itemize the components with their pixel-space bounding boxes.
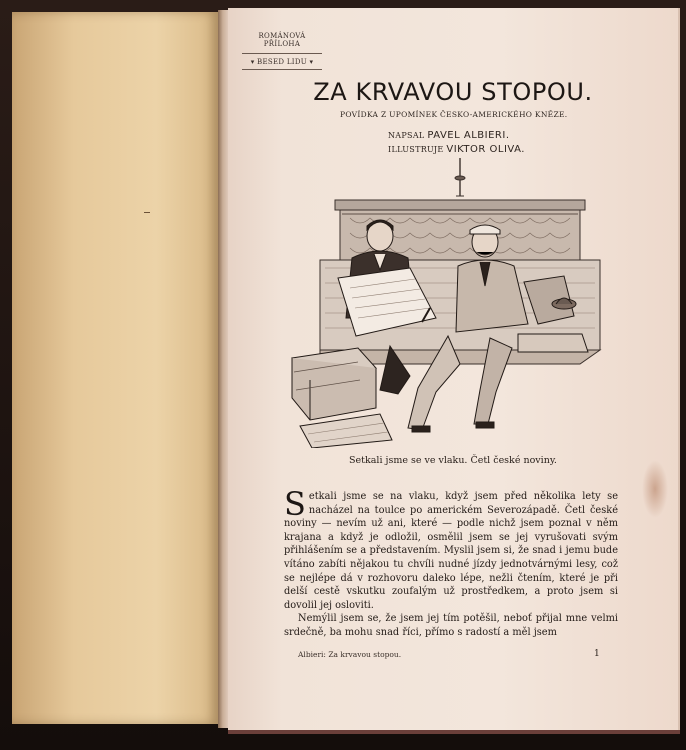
page-number: 1 xyxy=(594,649,600,659)
paragraph-1 xyxy=(284,485,618,612)
story-subtitle: POVÍDKA Z UPOMÍNEK ČESKO-AMERICKÉHO KNĚZE. xyxy=(340,110,568,119)
story-title: ZA KRVAVOU STOPOU. xyxy=(313,78,593,106)
illustrator-line xyxy=(388,144,525,155)
supplement-line2: ▾ BESED LIDU ▾ xyxy=(242,54,322,70)
right-page xyxy=(228,8,678,730)
paragraph-2: Nemýlil jsem se, že jsem jej tím potěšil, neboť přijal mne velmi srdečně, ba mohu snad říci, přímo s radostí a měl jsem xyxy=(284,613,618,638)
illustration-caption: Setkali jsme se ve vlaku. Četl české noviny. xyxy=(349,455,557,466)
drop-cap: S xyxy=(284,485,306,523)
paragraph-1-text: etkali jsme se na vlaku, když jsem před několika lety se nacházel na toulce po americkém Severozápadě. Četl české noviny — nevím už ani, které — podle nichž jsem poznal v něm krajana a když je odložil, osmělil jsem se jej vyrušovati svým přihlášením se a představením. Myslil jsem si, že snad i jemu bude vítáno zabíti nějakou tu chvíli nudné jízdy jednotvárnými lesy, což se nejlépe dá v rozhovoru daleko lépe, nežli čtením, které je při delší cestě vskutku zoufalým už prostředkem, a proto jsem si dovolil jej osloviti. xyxy=(284,491,618,611)
supplement-line1: ROMÁNOVÁ PŘÍLOHA xyxy=(242,32,322,54)
running-title: Albieri: Za krvavou stopou. xyxy=(298,650,402,659)
train-compartment-illustration xyxy=(280,158,620,448)
page-mark xyxy=(144,212,150,213)
supplement-header xyxy=(242,32,322,70)
author-prefix: NAPSAL xyxy=(388,131,425,140)
left-page-blank xyxy=(12,12,218,724)
illustrator-prefix: ILLUSTRUJE xyxy=(388,145,444,154)
page-stain xyxy=(642,460,668,518)
illustrator-name: VIKTOR OLIVA. xyxy=(446,144,525,155)
story-body xyxy=(284,485,618,640)
author-name: PAVEL ALBIERI. xyxy=(427,130,510,141)
author-line xyxy=(388,130,510,141)
